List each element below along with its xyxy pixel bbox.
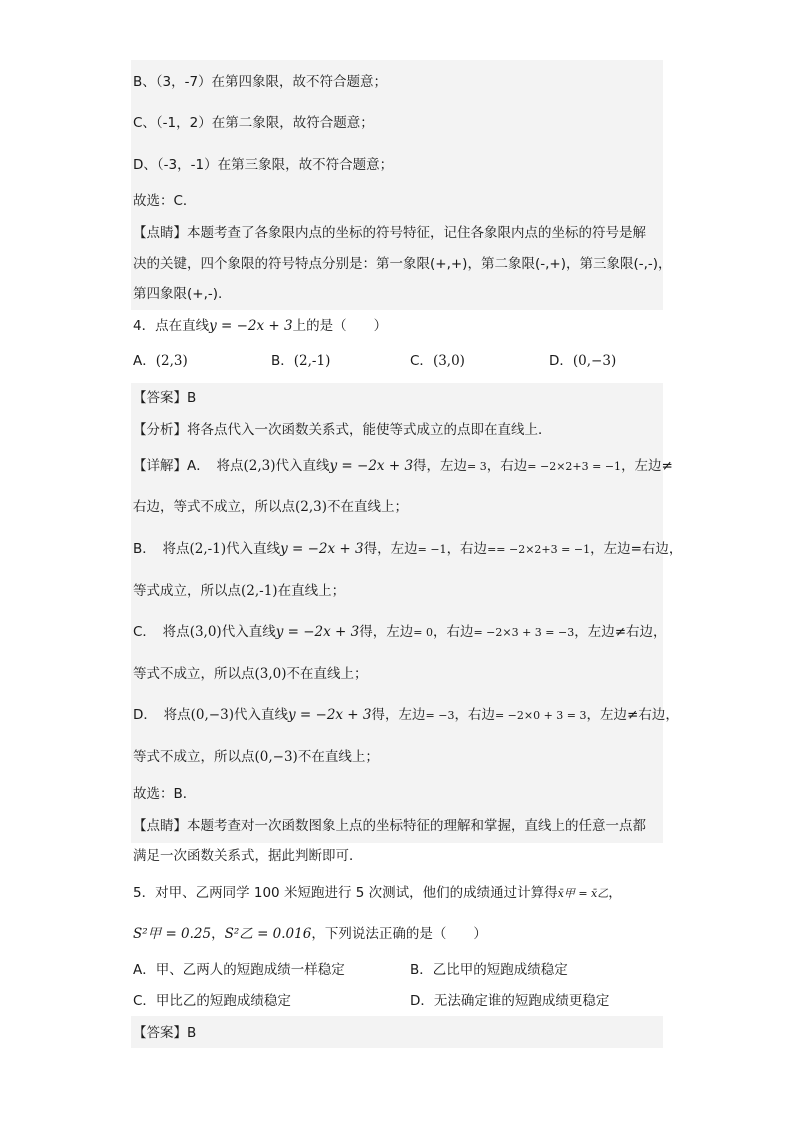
variance-yi: S²乙 = 0.016 [224,926,312,942]
text: B． 将点 [133,541,190,557]
q4-answer: 【答案】B [133,390,197,406]
q4-comment-line-2: 满足一次函数关系式，据此判断即可． [133,848,363,864]
q3-comment-line-1: 【点睛】本题考查了各象限内点的坐标的符号特征，记住各象限内点的坐标的符号是解 [133,225,646,241]
point: (3,0) [254,666,287,682]
q4-detail-b-line-1 [133,540,682,559]
q5-option-a: A．甲、乙两人的短跑成绩一样稳定 [133,962,345,978]
value: == −2×2+3 = −1 [487,543,591,556]
q4-detail-d-line-1 [133,706,679,725]
text: 得，左边 [363,541,418,557]
text: 在直线上； [277,583,346,599]
point: (0,−3) [190,707,234,723]
q5-answer: 【答案】B [133,1025,197,1041]
q4-stem-post: 上的是（ ） [292,318,388,334]
equation: y = −2x + 3 [280,541,364,557]
shaded-block-q5-answer [131,1016,663,1048]
text: D． 将点 [133,707,191,723]
q4-option-b [271,352,330,370]
point: (3,0) [189,624,222,640]
q4-detail-b-line-2 [133,582,345,600]
q3-comment-line-2: 决的关键，四个象限的符号特点分别是：第一象限(+,+)，第二象限(-,+)，第三象限(-,-)， [133,256,672,272]
point: (2,3) [295,499,328,515]
value: = −1 [417,543,447,556]
value: = 0 [413,626,433,639]
text: ，右边 [432,624,474,640]
text: ，右边 [486,458,528,474]
value: = 3 [467,460,487,473]
q4-option-d-value: (0,−3) [572,353,617,369]
text: ，左边=右边， [590,541,683,557]
mean-equation: x̄甲 = x̄乙 [557,887,609,900]
text: 等式成立，所以点 [133,583,241,599]
text: ，左边≠右边， [574,624,667,640]
text: 代入直线 [226,541,281,557]
q4-option-b-label: B． [271,353,294,369]
q5-option-c: C．甲比乙的短跑成绩稳定 [133,993,291,1009]
text: ，左边≠ [621,458,673,474]
equation: y = −2x + 3 [329,458,414,474]
text: 5．对甲、乙两同学 100 米短跑进行 5 次测试，他们的成绩通过计算得 [133,885,558,901]
q3-option-c-line: C、（-1，2）在第二象限，故符合题意； [133,115,374,131]
value: = −2×0 + 3 = 3 [494,709,587,722]
q4-option-c [410,352,465,370]
point: (0,−3) [254,749,298,765]
text: 代入直线 [233,707,288,723]
q4-detail-c-line-1 [133,623,667,642]
q4-analysis: 【分析】将各点代入一次函数关系式，能使等式成立的点即在直线上． [133,422,552,438]
value: = −3 [425,709,455,722]
q5-option-b: B．乙比甲的短跑成绩稳定 [410,962,568,978]
point: (2,3) [243,458,276,474]
q4-option-a-value: (2,3) [155,353,188,369]
variance-jia: S²甲 = 0.25 [133,926,212,942]
q3-choose: 故选：C． [133,193,197,209]
text: ，左边≠右边， [586,707,679,723]
text: ，右边 [454,707,495,723]
text: 等式不成立，所以点 [133,749,255,765]
text: 得，左边 [371,707,426,723]
text: 得，左边 [359,624,414,640]
point: (2,-1) [189,541,227,557]
q4-detail-a-line-1 [133,457,673,476]
q4-detail-a-line-2 [133,498,408,516]
q4-detail-c-line-2 [133,665,368,683]
q3-option-b-line: B、（3，-7）在第四象限，故不符合题意； [133,74,388,90]
text: 不在直线上； [297,749,379,765]
q4-option-d-label: D． [549,353,573,369]
text: 代入直线 [275,458,330,474]
q4-detail-d-line-2 [133,748,379,766]
q5-stem-line-1 [133,884,622,903]
q4-option-c-label: C． [410,353,433,369]
q3-option-d-line: D、（-3，-1）在第三象限，故不符合题意； [133,157,394,173]
q5-stem-line-2 [133,925,487,943]
q4-option-b-value: (2,-1) [293,353,331,369]
q3-comment-line-3: 第四象限(+,-). [133,286,223,302]
equation: y = −2x + 3 [287,707,372,723]
value: = −2×3 + 3 = −3 [473,626,575,639]
q4-stem-pre: 4．点在直线 [133,318,210,334]
q4-stem-equation: y = −2x + 3 [209,318,293,334]
text: 得，左边 [413,458,468,474]
text: ，下列说法正确的是（ ） [311,926,487,942]
text: 不在直线上； [286,666,368,682]
text: 代入直线 [221,624,276,640]
text: 【详解】A． 将点 [133,458,244,474]
q4-option-a [133,352,188,370]
text: C． 将点 [133,624,190,640]
text: 等式不成立，所以点 [133,666,255,682]
text: ， [211,926,225,942]
equation: y = −2x + 3 [275,624,360,640]
value: = −2×2+3 = −1 [527,460,622,473]
q4-choose: 故选：B． [133,786,197,802]
text: 右边，等式不成立，所以点 [133,499,295,515]
q4-option-a-label: A． [133,353,156,369]
q5-option-d: D．无法确定谁的短跑成绩更稳定 [410,993,610,1009]
point: (2,-1) [241,583,278,599]
text: 不在直线上； [327,499,409,515]
q4-option-c-value: (3,0) [432,353,465,369]
q4-stem [133,317,387,335]
text: ，右边 [446,541,488,557]
shaded-block-q4-answer [131,383,663,843]
q4-comment-line-1: 【点睛】本题考查对一次函数图象上点的坐标特征的理解和掌握，直线上的任意一点都 [133,818,646,834]
q4-option-d [549,352,616,370]
text: ， [608,885,622,901]
